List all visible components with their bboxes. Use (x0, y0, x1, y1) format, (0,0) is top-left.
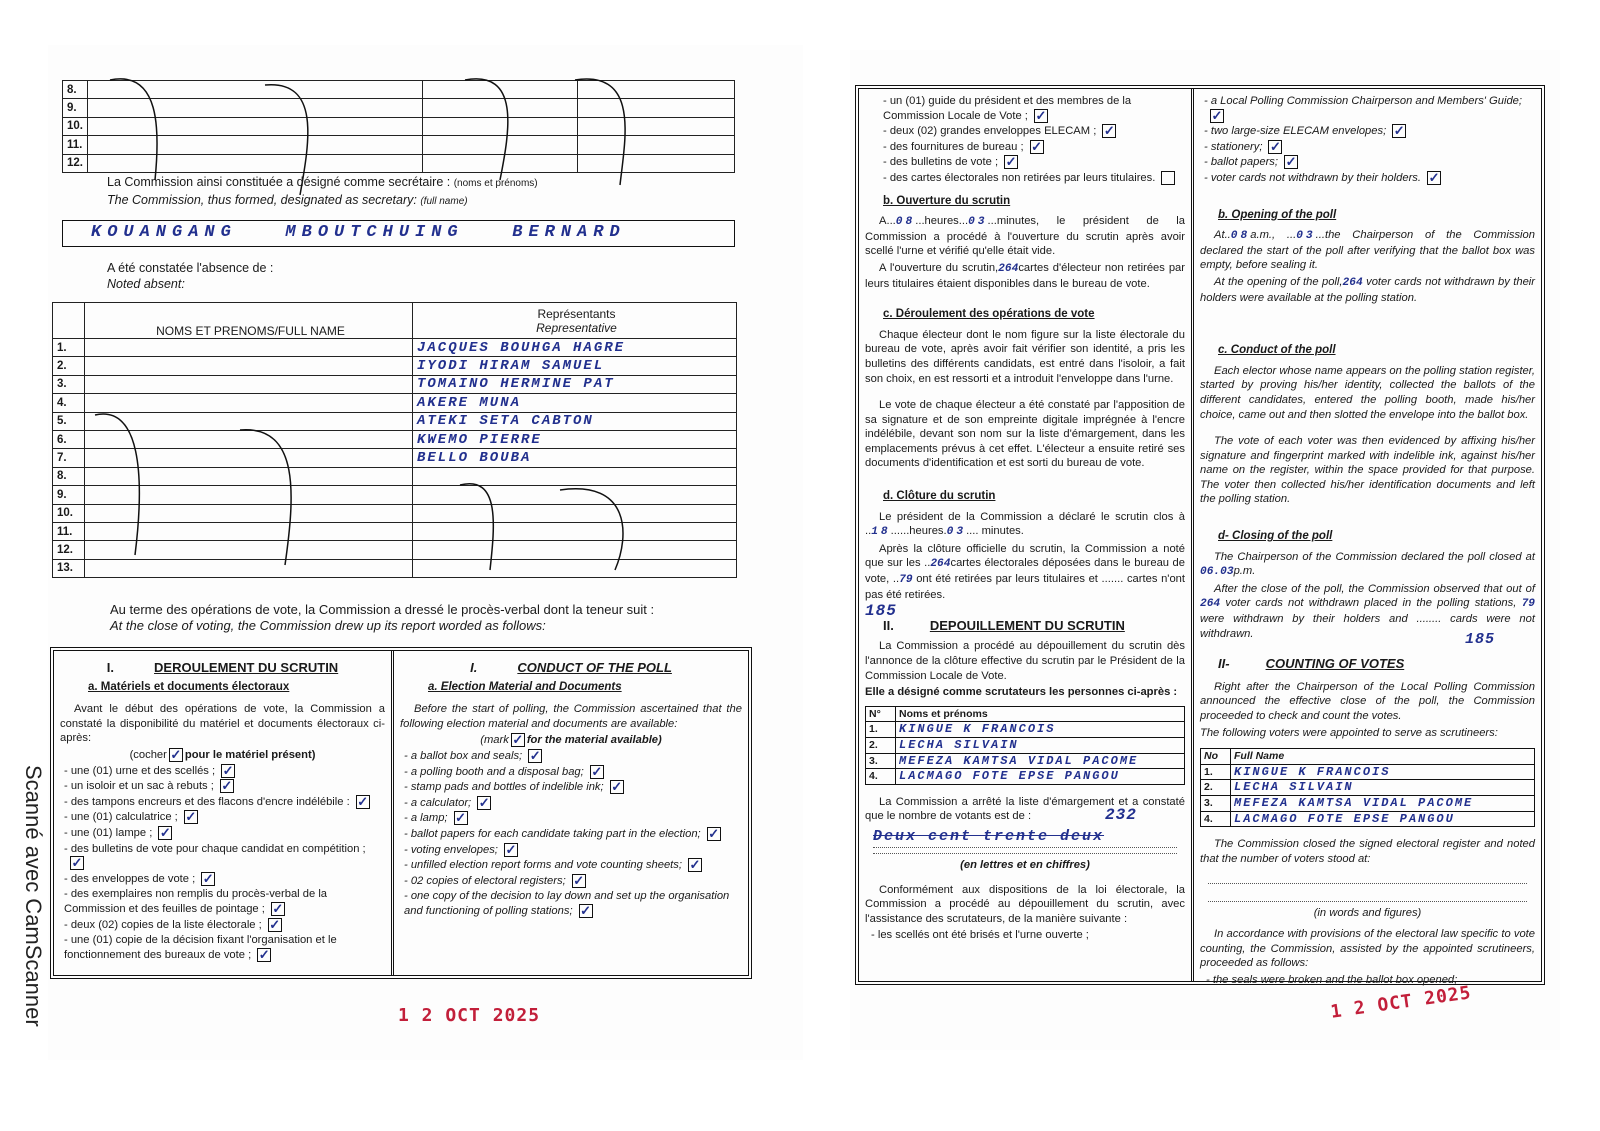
checklist-item-label: - des exemplaires non remplis du procès-verbal de la Commission et des feuilles de pointage ; (64, 888, 328, 915)
text: .... minutes. (966, 525, 1024, 538)
checklist-item-label: - one copy of the decision to lay down and set up the organisation and functioning of polling stations; (404, 890, 730, 917)
checklist-item-label: - a polling booth and a disposal bag; (404, 765, 584, 778)
words-hint-en: (in words and figures) (1313, 907, 1422, 920)
checklist-item (404, 843, 742, 858)
secretary-label-en: The Commission, thus formed, designated as secretary: (107, 193, 417, 207)
closing-statement-en: At the close of voting, the Commission drew up its report worded as follows: (110, 618, 546, 633)
checklist-item (883, 171, 1185, 186)
count-p2-en: The following voters were appointed to serve as scrutineers: (1200, 726, 1498, 739)
checklist-item (883, 140, 1185, 155)
opening-cards: 264 (998, 262, 1019, 275)
checklist-item-label: - a Local Polling Commission Chairperson and Members' Guide; (1204, 95, 1523, 107)
intro-fr: Avant le début des opérations de vote, la Commission a constaté la disponibilité du matériel et documents électoraux ci-après: (60, 703, 385, 745)
checkbox-checked[interactable]: ✓ (708, 825, 720, 841)
checkbox-checked[interactable]: ✓ (71, 855, 83, 871)
camscanner-watermark: Scanné avec CamScanner (21, 765, 46, 1027)
col-header-name: NOMS ET PRENOMS/FULL NAME (85, 303, 413, 339)
representative-name: BELLO BOUBA (413, 449, 737, 467)
checkbox-checked[interactable]: ✓ (159, 824, 171, 840)
opening-hour: 08 (1230, 230, 1251, 243)
table-row (866, 722, 1185, 738)
conduct-p2-fr: Le vote de chaque électeur a été constaté par l'apposition de sa signature et de son empreinte digitale imprégnée à l'encre indélébile, devant son nom sur la liste d'émargement, dans les emplacements prévus à cet effet. L'électeur a ensuite retiré ses documents d'identification et est sorti du bureau de vote. (865, 399, 1185, 470)
checklist-item-label: - une (01) calculatrice ; (64, 811, 178, 824)
scrutineer-name: KINGUE K FRANCOIS (896, 722, 1185, 738)
checklist-item (404, 811, 742, 826)
row-number: 1. (53, 339, 85, 357)
checklist-item (1204, 124, 1535, 139)
text: After the close of the poll, the Commission observed that out of (1214, 582, 1535, 595)
law-p-fr: Conformément aux dispositions de la loi électorale, la Commission a procédé au dépouillement du scrutin, avec l'assistance des scrutateurs, de la manière suivante : (865, 883, 1185, 925)
checkbox-checked[interactable]: ✓ (580, 902, 592, 918)
section-conduct-of-poll (50, 647, 752, 979)
secretary-label-fr: La Commission ainsi constituée a désigné comme secrétaire : (107, 175, 451, 189)
scrutineer-name: MEFEZA KAMTSA VIDAL PACOME (1231, 795, 1535, 811)
table-row (53, 357, 737, 375)
seals-fr: - les scellés ont été brisés et l'urne ouverte ; (871, 929, 1089, 942)
secretary-name-box (62, 220, 735, 247)
checklist-item (64, 842, 385, 871)
checklist-item-label: - voter cards not withdrawn by their holders. (1204, 171, 1422, 184)
conduct-p1-en: Each elector whose name appears on the polling station register, started by proving his/her identity, collected the ballots of the different candidates, entered the polling booth, made his/her choice, came out and then slotted the envelope into the ballot box. (1200, 364, 1535, 421)
text: cartes d'électeur non retirées par leurs titulaires étaient disponibles dans le bureau de vote. (865, 261, 1185, 290)
material-checklist-en-cont (1200, 94, 1535, 186)
text: voter cards not withdrawn by their holders were available at the polling station. (1200, 275, 1535, 304)
section-title-en: CONDUCT OF THE POLL (517, 660, 672, 675)
absent-name-cell (85, 375, 413, 393)
checkbox-checked[interactable]: ✓ (221, 778, 233, 794)
row-number: 3. (866, 753, 896, 769)
count-title-en: COUNTING OF VOTES (1265, 656, 1405, 672)
text: voter cards not withdrawn placed in the polling stations, (1220, 597, 1517, 610)
row-number: 12. (63, 154, 88, 172)
checkbox-checked[interactable]: ✓ (573, 872, 585, 888)
date-stamp: 1 2 OCT 2025 (398, 1005, 541, 1026)
checklist-item-label: - voting envelopes; (404, 843, 498, 856)
secretary-name: KOUANGANG MBOUTCHUING BERNARD (91, 223, 626, 242)
checklist-item (883, 124, 1185, 139)
row-number: 12. (53, 541, 85, 559)
checklist-item (883, 155, 1185, 170)
checkbox-checked[interactable]: ✓ (689, 857, 701, 873)
count-p2-fr: Elle a désigné comme scrutateurs les personnes ci-après : (865, 686, 1178, 699)
checklist-item (64, 764, 385, 779)
checklist-item-label: - des bulletins de vote pour chaque candidat en compétition ; (64, 842, 366, 855)
count-p1-fr: La Commission a procédé au dépouillement du scrutin dès l'annonce de la clôture effective du scrutin par le Président de la Commission Locale de Vote. (865, 640, 1185, 682)
table-row (866, 737, 1185, 753)
checkbox-checked[interactable]: ✓ (272, 900, 284, 916)
row-number: 4. (53, 394, 85, 412)
row-number: 2. (1201, 780, 1231, 796)
checklist-item-label: - 02 copies of electoral registers; (404, 874, 566, 887)
row-number: 7. (53, 449, 85, 467)
closing-hour: 18 (871, 526, 891, 539)
secretary-hint-fr: (noms et prénoms) (453, 178, 538, 189)
dotted-line (1208, 888, 1527, 902)
count-num-fr: II. (883, 617, 894, 633)
conduct-title-fr: c. Déroulement des opérations de vote (883, 308, 1095, 321)
representative-name: ATEKI SETA CABTON (413, 412, 737, 430)
col-num: N° (866, 706, 896, 722)
checklist-item (1204, 140, 1535, 155)
text: p.m. (1233, 565, 1256, 578)
checklist-item-label: - a ballot box and seals; (404, 749, 523, 762)
closing-minutes: 03 (946, 526, 967, 539)
scrutineer-name: LACMAGO FOTE EPSE PANGOU (1231, 811, 1535, 827)
opening-title-en: b. Opening of the poll (1218, 208, 1337, 221)
absent-name-cell (85, 357, 413, 375)
table-row (1201, 795, 1535, 811)
checklist-item (404, 780, 742, 795)
checklist-item (1204, 155, 1535, 170)
count-p1-en: Right after the Chairperson of the Local Polling Commission announced the effective close of the poll, the Commission proceeded to check and count the votes. (1200, 680, 1535, 722)
checkbox-checked[interactable]: ✓ (1393, 123, 1405, 139)
checklist-item (404, 796, 742, 811)
crossing-strokes (90, 405, 650, 575)
row-number: 4. (1201, 811, 1231, 827)
representative-name: TOMAINO HERMINE PAT (413, 375, 737, 393)
checklist-item-label: - a calculator; (404, 796, 472, 809)
conduct-p2-en: The vote of each voter was then evidenced by affixing his/her signature and fingerprint marked with indelible ink, against his/her name on the register, within the space provided for that purpose. The voter then collected his/her identification documents and left the polling station. (1200, 435, 1535, 506)
row-number: 8. (63, 81, 88, 99)
text: A l'ouverture du scrutin, (879, 261, 999, 274)
closing-cards: 264 (1200, 598, 1221, 611)
col-name: Full Name (1231, 749, 1535, 765)
checklist-item-label: - two large-size ELECAM envelopes; (1204, 125, 1387, 138)
absent-label-fr: A été constatée l'absence de : (107, 261, 274, 275)
scrutineer-name: LECHA SILVAIN (896, 737, 1185, 753)
scrutineer-name: LACMAGO FOTE EPSE PANGOU (896, 769, 1185, 785)
count-title-fr: DEPOUILLEMENT DU SCRUTIN (929, 617, 1125, 633)
checkbox-checked[interactable]: ✓ (1270, 138, 1281, 154)
row-number: 3. (1201, 795, 1231, 811)
absent-label-en: Noted absent: (107, 277, 185, 291)
checklist-item-label: - deux (02) grandes enveloppes ELECAM ; (883, 125, 1097, 138)
checkbox-checked[interactable]: ✓ (222, 762, 234, 778)
scrutineers-table-fr (865, 706, 1185, 785)
representative-name: KWEMO PIERRE (413, 430, 737, 448)
opening-hour: 08 (895, 216, 916, 229)
checkbox-checked[interactable]: ✓ (185, 809, 197, 825)
checklist-item (1204, 94, 1535, 123)
text: At.. (1214, 229, 1231, 242)
row-number: 9. (63, 99, 88, 117)
checklist-item-label: - des cartes électorales non retirées par leurs titulaires. (883, 171, 1156, 184)
checklist-item-label: - deux (02) copies de la liste électorale ; (64, 918, 262, 931)
scrutineers-table-en (1200, 748, 1535, 827)
scrutineer-name: LECHA SILVAIN (1231, 780, 1535, 796)
checklist-item (1204, 171, 1535, 186)
col-num: No (1201, 749, 1231, 765)
text: ...the Chairperson of the Commission declared the start of the poll after verifying that the ballot box was empty, before sealing it. (1200, 229, 1535, 272)
intro-en: Before the start of polling, the Commission ascertained that the following election material and documents are available: (400, 703, 742, 730)
checklist-item-label: - une (01) urne et des scellés ; (64, 764, 216, 777)
checklist-item-label: - des fournitures de bureau ; (883, 140, 1024, 153)
text: The Chairperson of the Commission declared the poll closed at (1214, 550, 1535, 563)
conduct-title-en: c. Conduct of the poll (1218, 344, 1336, 357)
checklist-item (64, 810, 385, 825)
checkbox-checked[interactable]: ✓ (1035, 107, 1047, 123)
cards-withdrawn: 79 (1521, 598, 1535, 611)
checklist-item (64, 933, 385, 962)
section-num-fr: I. (106, 660, 115, 675)
row-number: 9. (53, 486, 85, 504)
checkbox-checked[interactable]: ✓ (1428, 170, 1440, 186)
checklist-item-label: - un (01) guide du président et des membres de la Commission Locale de Vote ; (883, 95, 1132, 122)
col-header-rep-fr: Représentants (537, 306, 616, 321)
register-p-en: The Commission closed the signed electoral register and noted that the number of voters stood at: (1200, 838, 1535, 865)
material-checklist-fr-cont (865, 94, 1185, 186)
checkbox-checked[interactable]: ✓ (1103, 123, 1115, 139)
checklist-item-label: - ballot papers for each candidate taking part in the election; (404, 827, 701, 840)
row-number: 5. (53, 412, 85, 430)
cards-not-withdrawn: 185 (1464, 631, 1495, 649)
opening-cards: 264 (1342, 276, 1363, 289)
checklist-item (64, 872, 385, 887)
checkbox-checked[interactable]: ✓ (357, 793, 369, 809)
closing-time: 06.03 (1200, 566, 1234, 579)
closing-statement-fr: Au terme des opérations de vote, la Commission a dressé le procès-verbal dont la teneur suit : (110, 602, 655, 617)
row-number: 11. (53, 522, 85, 540)
checklist-item (64, 826, 385, 841)
table-row (1201, 811, 1535, 827)
checkbox-checked[interactable]: ✓ (478, 794, 490, 810)
checklist-item-label: - stationery; (1204, 140, 1263, 153)
checklist-item (404, 858, 742, 873)
representative-name: JACQUES BOUHGA HAGRE (413, 339, 737, 357)
checklist-item (883, 94, 1185, 123)
checkbox-checked[interactable]: ✓ (269, 916, 281, 932)
checklist-item-label: - stamp pads and bottles of indelible ink; (404, 781, 604, 794)
text: Le président de la Commission a déclaré le scrutin clos à .. (865, 510, 1185, 538)
checkbox-example: ✓ (512, 732, 524, 748)
row-number: 13. (53, 559, 85, 577)
dotted-line (1208, 870, 1527, 884)
row-number: 10. (53, 504, 85, 522)
subsection-title-en: a. Election Material and Documents (428, 680, 622, 693)
scrutineer-name: KINGUE K FRANCOIS (1231, 764, 1535, 780)
dotted-line (873, 852, 1177, 854)
checkbox-checked[interactable]: ✓ (455, 810, 466, 826)
representative-name: IYODI HIRAM SAMUEL (413, 357, 737, 375)
checklist-item (404, 889, 742, 918)
subsection-title-fr: a. Matériels et documents électoraux (88, 680, 290, 693)
table-row (53, 375, 737, 393)
checklist-item-label: - des tampons encreurs et des flacons d'encre indélébile : (64, 795, 350, 808)
checkbox-checked[interactable]: ✓ (1211, 107, 1223, 123)
row-number: 1. (1201, 764, 1231, 780)
section-continued: - un (01) guide du président et des membres de la Commission Locale de Vote ; ✓ - deux (02) grandes enveloppes ELECAM ; ✓ - des fournitures de bureau ; ✓ - des bulletins de vote ; ✓ - des cartes électorales non retirées par leurs titulaires. b. Ouverture du scrutin A...08...heures...03...minutes, le président de la Commission a procédé à l'ouverture du scrutin après avoir scellé l'urne et vérifié qu'elle était vide. A l'ouverture du scrutin,264cartes d'électeur non retirées par leurs titulaires étaient disponibles dans le bureau de vote. c. Déroulement des opérations de vote Chaque électeur dont le nom figure sur la liste électorale du bureau de vote, après avoir fait vérifier son identité, a pris les bulletins des différents candidats, est entré dans l'isoloir, a fait son choix, en est ressorti et a introduit l'enveloppe dans l'urne. Le vote de chaque électeur a été constaté par l'apposition de sa signature et de son empreinte digitale imprégnée à l'encre indélébile, devant son nom sur la liste d'émargement, dans les emplacements prévus à cet effet. L'électeur a ensuite retiré ses documents d'identification et est sorti du bureau de vote. d. Clôture du scrutin Le président de la Commission a déclaré le scrutin clos à ..18......heures.03.... minutes. Après la clôture officielle du scrutin, la Commission a noté que sur les ..264cartes électorales déposées dans le bureau de vote, ..79 ont été retirées par leurs titulaires et ....... cartes n'ont pas été retirées. 185 II. DEPOUILLEMENT DU SCRUTIN La Commission a procédé au dépouillement du scrutin dès l'annonce de la clôture effective du scrutin par le Président de la Commission Locale de Vote. Elle a désigné comme scrutateurs les personnes ci-après : N° Noms et prénoms 1. KINGUE K FRANCOIS 2. LECHA SILVAIN 3. MEFEZA KAMTSA VIDAL PACOME 4. LACMAGO FOTE EPSE PANGOU La Commission a arrêté la liste d'émargement et a constaté que le nombre de votants est de : 232 Deux cent trente deux (en lettres et en chiffres) Conformément aux dispositions de la loi électorale, la Commission a procédé au dépouillement du scrutin, avec l'assistance des scrutateurs, de la manière suivante : - les scellés ont été brisés et l'urne ouverte ; - a Local Polling Commission Chairperson and Members' Guide;✓ - two large-size ELECAM envelopes; ✓ - stationery; ✓ - ballot papers; ✓ - voter cards not withdrawn by their holders. ✓ b. Opening of the poll At..08a.m., ...03...the Chairperson of the Commission declared the start of the poll after verifying that the ballot box was empty, before sealing it. At the opening of the poll,264 voter cards not withdrawn by their holders were available at the polling station. c. Conduct of the poll Each elector whose name appears on the polling station register, started by proving his/her identity, collected the ballots of the different candidates, entered the polling booth, made his/her choice, came out and then slotted the envelope into the ballot box. The vote of each voter was then evidenced by affixing his/her signature and fingerprint marked with indelible ink, against his/her name on the register, within the space provided for that purpose. The voter then collected his/her identification documents and left the polling station. d- Closing of the poll The Chairperson of the Commission declared the poll closed at 06.03p.m. After the close of the poll, the Commission observed that out of 264 voter cards not withdrawn placed in the polling stations, 79 were withdrawn by their holders and ........ cards were not withdrawn. 185 II- COUNTING OF VOTES Right after the Chairperson of the Local Polling Commission announced the effective close of the poll, the Commission proceeded to check and count the votes. The following voters were appointed to serve as scrutineers: No Full Name 1. KINGUE K FRANCOIS 2. LECHA SILVAIN 3. MEFEZA KAMTSA VIDAL PACOME 4. LACMAGO FOTE EPSE PANGOU The Commission closed the signed electoral register and noted that the number of voters stood at: (in words and figures) In accordance with provisions of the electoral law specific to vote counting, the Commission, assisted by the appointed scrutineers, proceeded as follows: - the seals were broken and the ballot box opened; (855, 85, 1545, 985)
mark-hint-pre: (mark (480, 734, 509, 747)
conduct-p1-fr: Chaque électeur dont le nom figure sur la liste électorale du bureau de vote, après avoir fait vérifier son identité, a pris les bulletins des différents candidats, est entré dans l'isoloir, a fait son choix, en est ressorti et a introduit l'enveloppe dans l'urne. (865, 328, 1185, 385)
text: Après la clôture officielle du scrutin, la Commission a noté que sur les .. (865, 542, 1185, 570)
closing-title-en: d- Closing of the poll (1218, 530, 1333, 543)
checkbox-empty[interactable] (1161, 171, 1175, 185)
checklist-item-label: - une (01) lampe ; (64, 826, 153, 839)
text: A... (879, 215, 896, 228)
checklist-item-label: - une (01) copie de la décision fixant l'organisation et le fonctionnement des bureaux de vote ; (64, 934, 337, 961)
text: ......heures. (890, 525, 947, 538)
checkbox-checked[interactable]: ✓ (591, 763, 603, 779)
checkbox-checked[interactable]: ✓ (202, 870, 214, 886)
checklist-item-label: - des bulletins de vote ; (883, 156, 999, 169)
scrutineer-name: MEFEZA KAMTSA VIDAL PACOME (896, 753, 1185, 769)
row-number: 8. (53, 467, 85, 485)
closing-title-fr: d. Clôture du scrutin (883, 490, 996, 503)
text: ...heures... (915, 215, 969, 228)
cards-not-withdrawn: 185 (865, 602, 897, 621)
checklist-item-label: - un isoloir et un sac à rebuts ; (64, 780, 214, 793)
table-row (1201, 764, 1535, 780)
text: ont été retirées par leurs titulaires et ....... cartes n'ont pas été retirées. (865, 573, 1185, 601)
material-checklist-fr (60, 764, 385, 963)
words-hint-fr: (en lettres et en chiffres) (960, 858, 1090, 871)
secretary-hint-en: (full name) (420, 196, 468, 207)
representative-name: AKERE MUNA (413, 394, 737, 412)
section-title-fr: DEROULEMENT DU SCRUTIN (154, 660, 339, 675)
absent-name-cell (85, 339, 413, 357)
opening-minutes: 03 (968, 216, 988, 229)
opening-title-fr: b. Ouverture du scrutin (883, 194, 1011, 207)
checklist-item (404, 765, 742, 780)
checklist-item-label: - unfilled election report forms and vote counting sheets; (404, 859, 682, 872)
mark-hint-pre: (cocher (129, 748, 167, 761)
checklist-item-label: - des enveloppes de vote ; (64, 872, 196, 885)
table-row (1201, 780, 1535, 796)
row-number: 11. (63, 136, 88, 154)
row-number: 4. (866, 769, 896, 785)
checklist-item (64, 795, 385, 810)
mark-hint-post: for the material available) (526, 734, 662, 747)
opening-minutes: 03 (1296, 230, 1316, 243)
text: At the opening of the poll, (1214, 275, 1343, 288)
row-number: 1. (866, 722, 896, 738)
checkbox-checked[interactable]: ✓ (1005, 154, 1017, 170)
checklist-item-label: - a lamp; (404, 812, 448, 825)
section-num-en: I. (470, 660, 478, 675)
checkbox-checked[interactable]: ✓ (258, 946, 270, 962)
checklist-item (64, 779, 385, 794)
date-stamp: 1 2 OCT 2025 (1329, 982, 1473, 1023)
checkbox-checked[interactable]: ✓ (611, 779, 623, 795)
checklist-item (64, 918, 385, 933)
law-p-en: In accordance with provisions of the electoral law specific to vote counting, the Commission, assisted by the appointed scrutineers, proceeded as follows: (1200, 927, 1535, 970)
row-number: 6. (53, 430, 85, 448)
checkbox-checked[interactable]: ✓ (1285, 154, 1297, 170)
checklist-item (404, 749, 742, 764)
checklist-item (404, 874, 742, 889)
checkbox-example: ✓ (170, 747, 182, 763)
checklist-item-label: - ballot papers; (1204, 156, 1279, 169)
col-header-rep-en: Representative (536, 320, 617, 335)
closing-cards: 264 (930, 558, 951, 571)
row-number: 10. (63, 117, 88, 135)
row-number: 2. (53, 357, 85, 375)
row-number: 3. (53, 375, 85, 393)
checkbox-checked[interactable]: ✓ (505, 841, 517, 857)
register-p-fr: La Commission a arrêté la liste d'émargement et a constaté que le nombre de votants est de : (865, 795, 1185, 823)
text: were withdrawn by their holders and ........ cards were not withdrawn. (1200, 613, 1535, 640)
checkbox-checked[interactable]: ✓ (529, 748, 541, 764)
material-checklist-en (400, 749, 742, 919)
count-num-en: II- (1218, 656, 1230, 672)
table-row (53, 339, 737, 357)
seals-en: - the seals were broken and the ballot box opened; (1206, 973, 1458, 986)
mark-hint-post: pour le matériel présent) (184, 748, 316, 761)
text: ...minutes, le président de la Commission a procédé à l'ouverture du scrutin après avoir scellé l'urne et vérifié qu'elle était vide. (865, 215, 1185, 258)
checklist-item (404, 827, 742, 842)
text: cartes électorales déposées dans le bureau de vote, .. (865, 557, 1185, 586)
cards-withdrawn: 79 (899, 574, 913, 587)
table-row (866, 769, 1185, 785)
col-name: Noms et prénoms (896, 706, 1185, 722)
row-number: 2. (866, 737, 896, 753)
checklist-item (64, 887, 385, 916)
voters-in-words: Deux cent trente deux (873, 830, 1177, 848)
table-row (866, 753, 1185, 769)
checkbox-checked[interactable]: ✓ (1031, 138, 1043, 154)
text: a.m., ... (1250, 229, 1297, 242)
